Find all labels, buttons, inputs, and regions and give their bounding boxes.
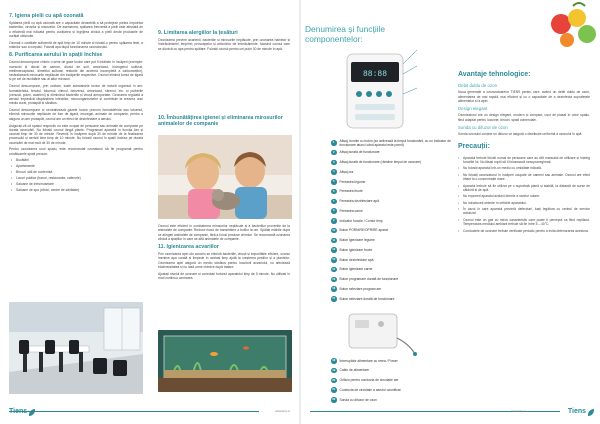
list-item: • Nu folosiți ozonizatorul în încăperi ocupate de oameni sau animale. Ozonul are efect iritant la o concentrație mare. [458, 173, 590, 182]
list-item: 21 Conducta de circulație a aerului ozonificat [332, 387, 401, 392]
advantage-3-title: Sonda cu difuzor de ozon [458, 124, 508, 130]
left-column-2c [158, 224, 290, 283]
precautions-list [458, 156, 590, 233]
advantage-1-title: Debit dublu de ozon [458, 83, 498, 89]
spaces-list [9, 158, 143, 192]
section-10-p1: Ozonul este eficient în combaterea mirosurilor neplăcute și a bacteriilor provenite de la animalele de companie. Reduce riscul de transmitere a bolilor la om. Spălați mâinile după ce atingeți animalele de companie, fără a folosi produse chimice. Se recomandă ozonarea zilnică a spațiilor în care se află animalele de companie. [158, 224, 290, 241]
list-item: 11 Buton igienizare legume [332, 238, 375, 243]
ozonator-device-icon [339, 44, 421, 134]
left-page [0, 0, 299, 424]
components-title: Denumirea și funcțiile componentelor: [305, 24, 386, 44]
section-8-p4: Asigurați-vă că spațiul respectiv nu este ocupat de persoane sau animale de companie pe durata ozonizării. Nu folosiți ozonul lângă plante. Programați aparatul în funcția Aer și ozonați timp de 30 de minute. Reveniți în încăpere după 30 de minute de la finalizarea procesului și aerisiți bine timp de 10 minute. Nu folosiți ozonul în spații închise pe durata ozonizării de mai mult de 30 de minute. [9, 123, 143, 145]
leaf-icon [29, 409, 35, 416]
fruits-vegetables-image [543, 0, 600, 55]
list-item: • Ozonul este un gaz cu miros caracteristic care poate fi perceput ca fiind neplăcut. Temperatura mediului ambiant trebuie să fie între 5 – 40°C. [458, 218, 590, 227]
list-item: • Nu folosiți aparatul într-un mediu cu umiditate ridicată. [458, 166, 590, 170]
list-item: 20 Orificiu pentru conducta de circulație aer [332, 378, 399, 383]
list-item: 2 Afișaj durată de funcționare [333, 150, 380, 155]
section-8-p2: Ozonul descompune, prin oxidare, toate substanțele toxice de natură organică în aer: formaldehida, fenolul, toluenul, xilenul, benzenul, amoniacul, stirenul, etc. și pulberile (cenușă, polen, acarieni) și eliminând bacteriile și virușii aeropurtate. Ozonarea regulată a aerului împiedică răspândirea infecțiilor, microorganismelor și contribuie la crearea unui mediu curat, proaspăt și sănătos. [9, 84, 143, 106]
ozonator-rear-image [339, 308, 421, 356]
advantage-1-text: Noua generație a ozonizatoarelor TIENS pentru care, având un debit dublu de ozon, alimentarea de mai rapidă, mai eficient și cu o capacitate de a dezinfecta suprafețele alimentelor și a apei. [458, 90, 590, 103]
list-item: • Aparatul trebuie folosit numai de persoane care au citit manualul de utilizare și înțeleg funcțiile lui. Nu lăsați copiii să îl folosească nesupravegheați. [458, 156, 590, 165]
components-list-top [331, 138, 451, 304]
list-item: 1 Afișaj, funcție cu buton (se activează la timpul funcționării, cu un indicator de funcționare atunci când aparatul este pornit) [333, 138, 451, 147]
office-photo [9, 302, 143, 394]
footer-left [9, 407, 35, 417]
office-illustration [9, 302, 143, 394]
list-item: 13 Buton dezinfectare apă [332, 257, 374, 262]
list-item: 6 Fereastra fructe [333, 189, 363, 194]
list-item: • Birouri, săli de conferință [9, 170, 143, 174]
advantages-title: Avantaje tehnologice: [458, 71, 531, 78]
section-11-p1: Prin ozonizarea apei din acvariu se elimină bacteriile, virușii și impuritățile eficient, ozonul menține apa curată și limpede în același timp ajută la creșterea peștilor și a plantelor. Ozonizarea apei asigură un mediu sănătos pentru locuitorii acvariului, nu afectează biodiversitatea și nu lasă urme chimice după tratare. [158, 252, 290, 270]
footer-left-url [275, 407, 290, 417]
aquarium-illustration [158, 330, 292, 392]
section-8-p5: Pentru ozonizarea unui spațiu, este recomandat ozonatorul să fie programat pentru următoarele spații precum: [9, 147, 143, 156]
section-8-title: 8. Purificarea aerului în spații închise [9, 52, 103, 59]
list-item: 7 Fereastra dezinfectare apă [333, 199, 379, 204]
list-item: • Nu expuneți aparatul acțiunii directe a razelor solare. [458, 194, 590, 198]
footer-divider [9, 411, 259, 412]
list-item: 4 Afișaj ora [333, 169, 354, 174]
ozonator-front-image [339, 44, 421, 134]
section-7-title: 7. Igiena pielii cu apă ozonată [9, 13, 84, 19]
list-item: • În cazul în care aparatul prezintă defecțiuni, luați legătura cu centrul de service autorizat. [458, 207, 590, 216]
list-item: 18 Întrerupător alimentare cu rețea / Power [332, 358, 398, 363]
section-7-p2: Ozonați o cantitate suficientă de apă timp de 10 minute și folosiți-o pentru spălarea feței, a mâinilor sau a corpului. Folosiți apa după funcționarea ozonatorului. [9, 40, 143, 49]
advantage-3-text: Sonda ozonului conține un difuzor ce asigură o distribuție uniformă a ozonului în apă. [458, 132, 583, 137]
section-9-title: 9. Limitarea alergiilor la țesături [158, 30, 238, 36]
list-item: 9 Indicator funcție / Contor timp [333, 218, 383, 223]
tiens-logo [568, 407, 594, 416]
section-7-p1: Spălarea pielii cu apă ozonată are o capacitate deosebită a să protejeze pielea împotriva bacteriilor, virușilor și micozelor. De asemenea, spălarea frecventă a pielii este afectată de o eficiență mai ridicată pentru curățarea și îngrijirea zilnică a pielii decât produsele de curățat obișnuite. [9, 21, 143, 38]
list-item: 15 Buton programare durată de funcționare [332, 277, 399, 282]
list-item: 16 Buton selectare program aer [332, 286, 382, 291]
tiens-logo [9, 407, 35, 416]
svg-text:88:88: 88:88 [362, 70, 388, 79]
kids-illustration [158, 135, 292, 219]
components-title-block [305, 25, 425, 44]
advantage-2-title: Design elegant [458, 106, 488, 112]
list-item: • Saloane de spa (clinici, centre de sănătate) [9, 188, 143, 192]
section-9-p1: Ozonizarea previne acarienii, bacteriile și mirosurile neplăcute, prin ozonarea hainelor și îmbrăcămintei, lenjeriei, prosoapelor și articolelor de îmbrăcăminte, folosind ozonul care se dizolvă cu apa pentru spălare. Folosiți ozonul pentru cel puțin 30 de minute în apă. [158, 38, 290, 51]
list-item: 8 Fereastra carne [333, 208, 363, 213]
list-item: 17 Buton selectare durată de funcționare [332, 296, 395, 301]
website-url[interactable]: www.tiens.ro [511, 410, 526, 414]
advantage-2-text: Ozonizatorul are un design elegant, modern și compact, ușor de plasat în orice spațiu, fiind adaptat pentru locuințe, birouri, spații comerciale. [458, 113, 590, 122]
list-item: 22 Sonda cu difuzor de ozon [332, 397, 377, 402]
section-8-p1: Ozonul descompune chimic o serie de gaze toxice care pot fi întâlnite în încăperi (exemple: monoxid și dioxid de carbon, dioxid de sulf, amoniacul, hidrogenul sulfurat, metilmercaptanul, dimetilul sulfurat, resturile din arderea incompletă a carburanților), neutralizează mirosurile neplăcute din încăperile respective. Ozonul elimină fumul de țigară și pe cel de bucătărie sau al altor mirosuri. [9, 60, 143, 82]
list-item: • Apartamente [9, 164, 143, 168]
list-item: • Saloane de înfrumusețare [9, 182, 143, 186]
list-item: • Locuri publice (baruri, restaurante, cafenele) [9, 176, 143, 180]
list-item: 5 Fereastra legume [333, 179, 366, 184]
list-item: 10 Buton PORNIRE/OPRIRE aparat [332, 228, 388, 233]
footer-right-url [511, 407, 526, 417]
left-column-1 [9, 10, 143, 194]
footer-right [568, 407, 594, 417]
website-url[interactable]: www.tiens.ro [275, 410, 290, 414]
components-list-bottom [331, 356, 451, 405]
ozonator-rear-icon [339, 308, 421, 356]
list-item: 3 Afișaj durată de funcționare (rămâne timpul de ozonare) [333, 160, 422, 165]
right-page [301, 0, 600, 424]
fruit-icon [543, 0, 600, 55]
brand-name: Tiens [9, 408, 28, 416]
section-11-title: 11. Igienizarea acvariilor [158, 244, 219, 251]
brand-name: Tiens [567, 408, 586, 416]
list-item: • Aparatul trebuie să fie utilizat pe o suprafață plană și stabilă, la distanță de surse de căldură și de apă. [458, 184, 590, 193]
leaf-icon [588, 409, 594, 416]
kids-with-cat-photo [158, 135, 292, 219]
list-item: 19 Cablu de alimentare [332, 368, 370, 373]
right-column [458, 70, 590, 235]
list-item: • Bucătării [9, 158, 143, 162]
list-item: • Nu introduceți obiecte în orificiile aparatului. [458, 201, 590, 205]
section-8-p3: Ozonul descompune și neutralizează gazele toxice precum formaldehida sau toluenul, elimină mirosurile neplăcute de fum de țigară, mucegai, animale de companie, pentru a asigura un aer proaspăt, ozonul are un efect de dezinfectare a aerului. [9, 108, 143, 121]
list-item: 14 Buton igienizare carne [332, 267, 373, 272]
precautions-title: Precauții: [458, 143, 490, 151]
list-item: 12 Buton igienizare fructe [332, 247, 373, 252]
left-column-2b [158, 112, 290, 129]
aquarium-photo [158, 330, 292, 392]
section-10-title: 10. Îmbunătățirea igienei și eliminarea mirosurilor animalelor de companie [158, 115, 283, 128]
list-item: • Conductele de ozonare trebuie verificate periodic pentru a evita deteriorarea acestora. [458, 229, 590, 233]
left-column-2 [158, 27, 290, 53]
section-11-p2: Ajustați nivelul de ozonare și conectați furtunul aparatului timp de 5 minute. Nu utilizați în mod continuu ozonarea. [158, 271, 290, 281]
